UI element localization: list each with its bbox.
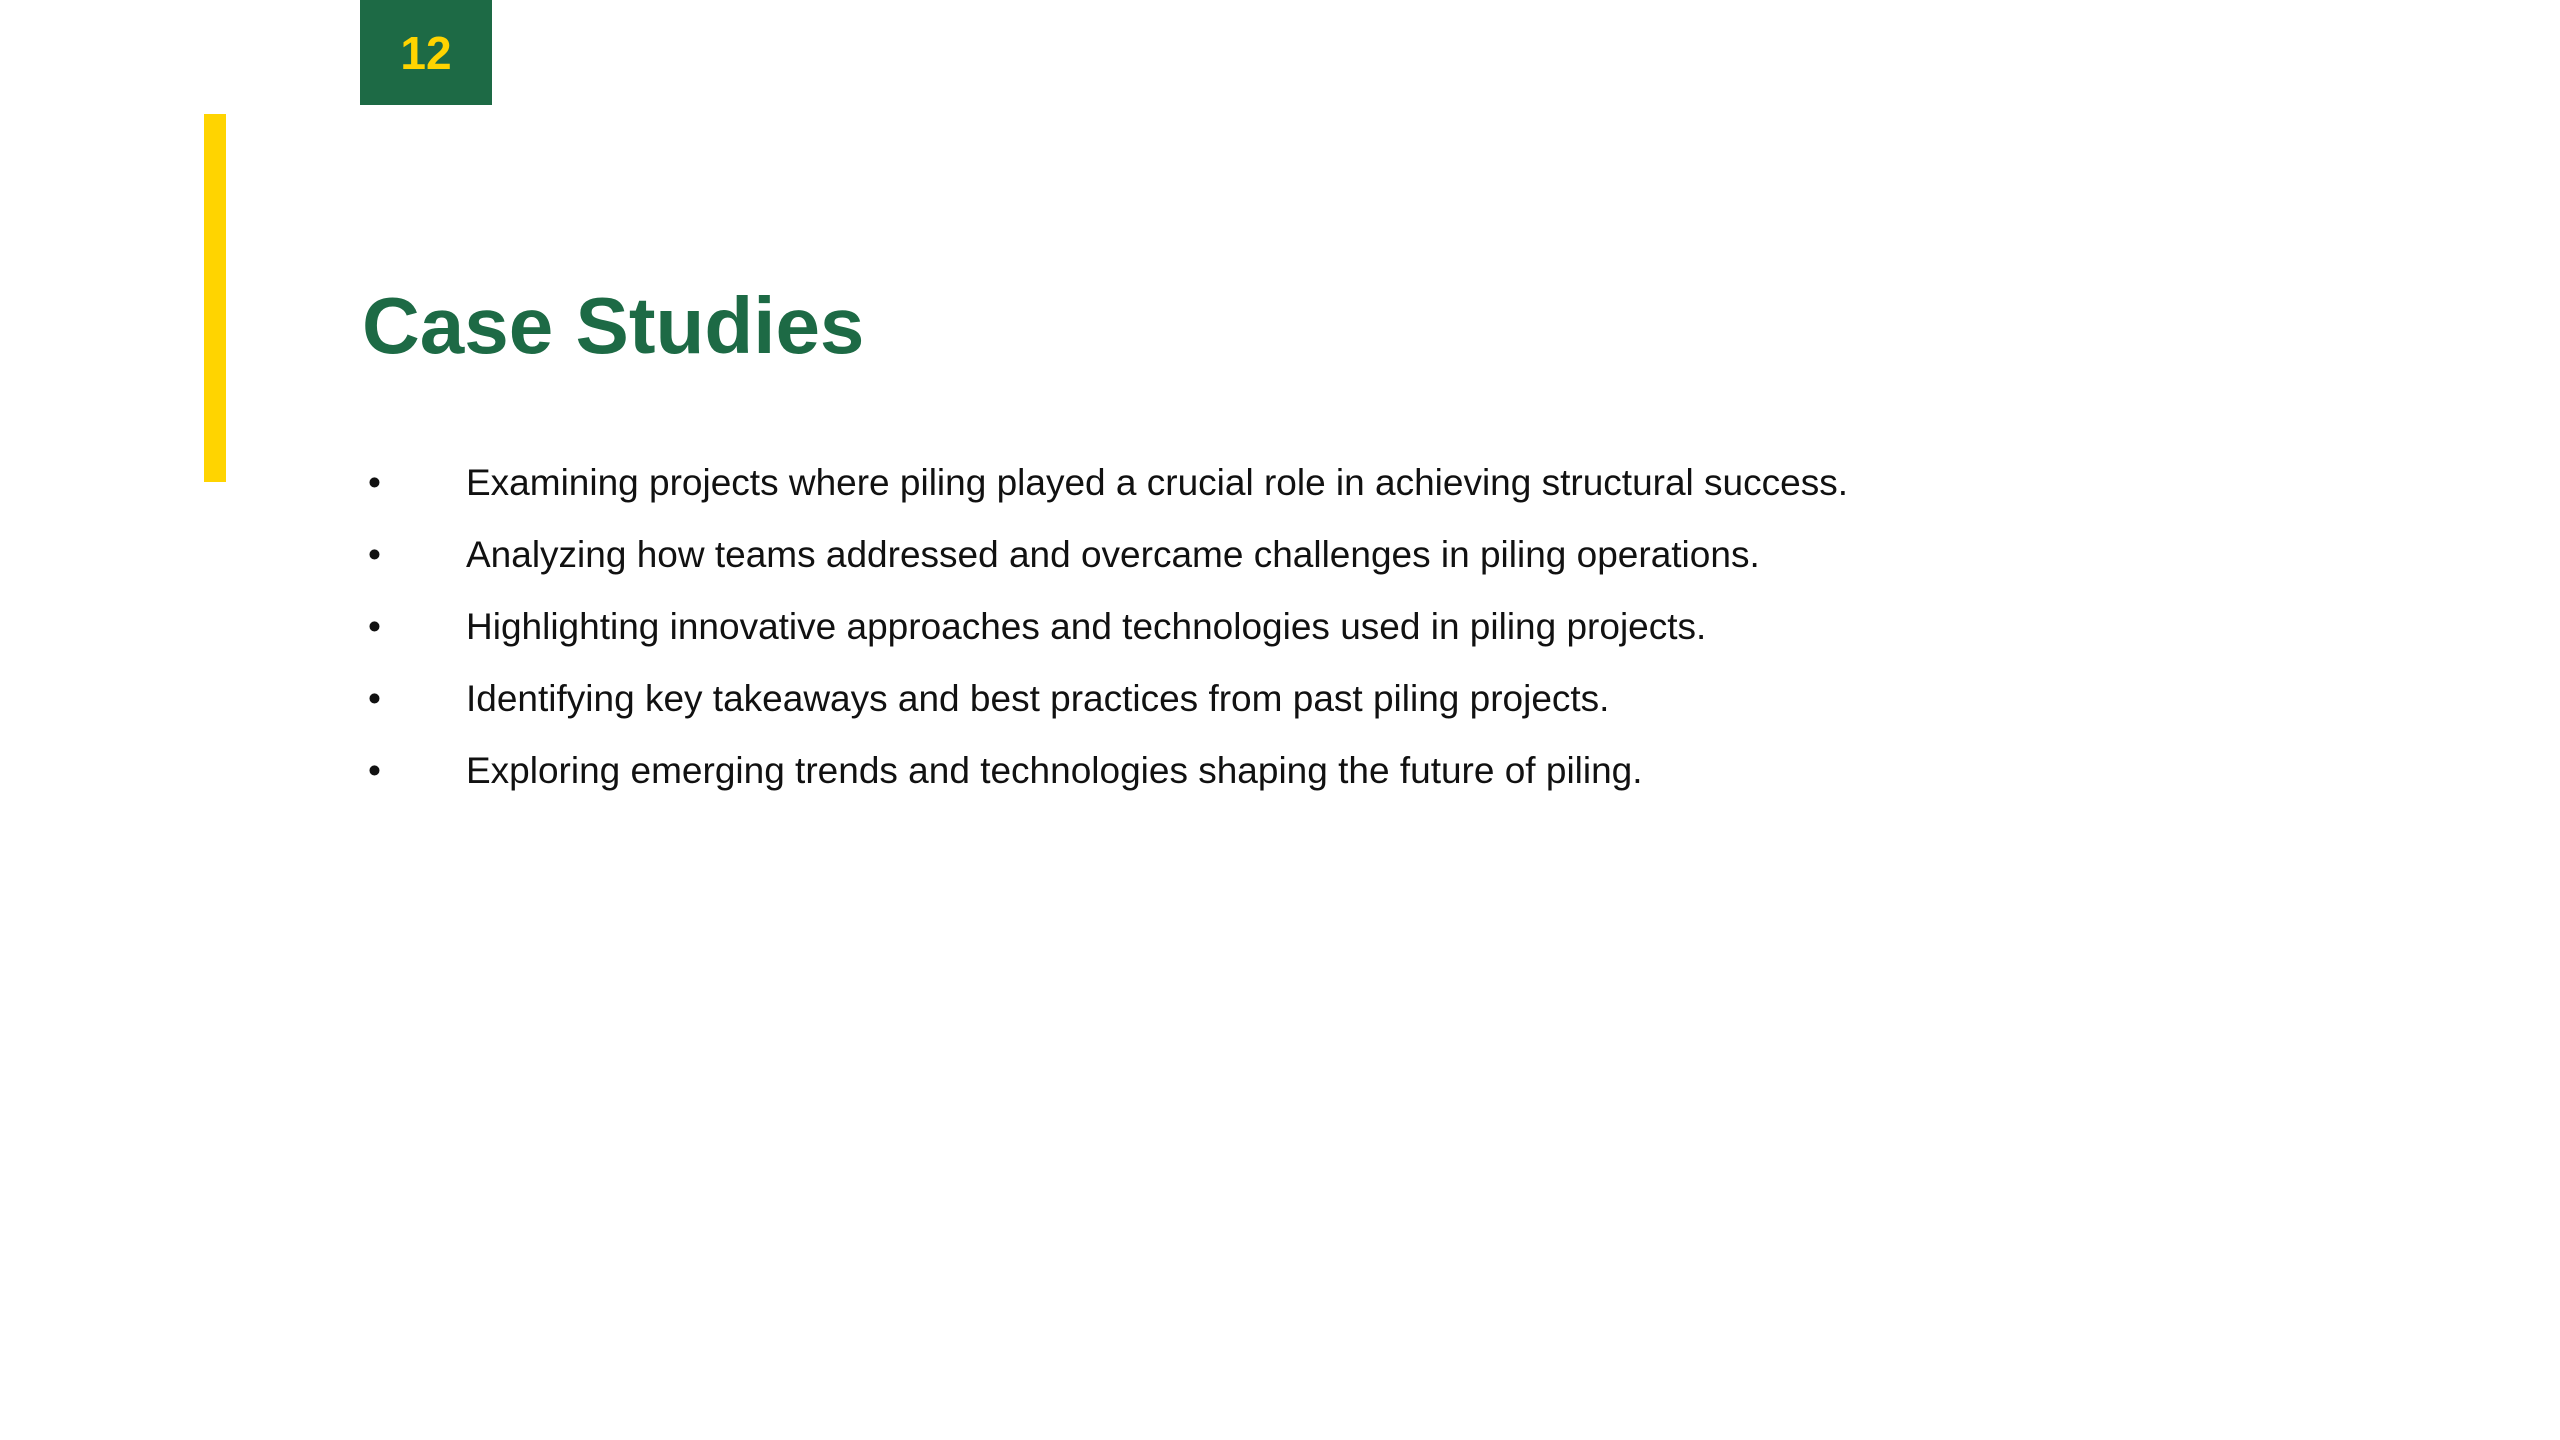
bullet-text: Exploring emerging trends and technologies shaping the future of piling. — [466, 750, 1643, 791]
page-number-badge — [360, 0, 492, 105]
bullet-dot-icon: • — [368, 750, 381, 791]
bullet-item — [362, 534, 2262, 606]
bullet-text: Examining projects where piling played a crucial role in achieving structural success. — [466, 462, 1848, 503]
bullet-dot-icon: • — [368, 678, 381, 719]
bullet-text: Highlighting innovative approaches and technologies used in piling projects. — [466, 606, 1707, 647]
bullet-text: Identifying key takeaways and best practices from past piling projects. — [466, 678, 1610, 719]
bullet-dot-icon: • — [368, 534, 381, 575]
bullet-item — [362, 678, 2262, 750]
bullet-text: Analyzing how teams addressed and overcame challenges in piling operations. — [466, 534, 1760, 575]
bullet-dot-icon: • — [368, 606, 381, 647]
page-number: 12 — [400, 26, 452, 79]
bullet-item — [362, 606, 2262, 678]
bullet-list — [362, 462, 2262, 822]
bullet-dot-icon: • — [368, 462, 381, 503]
accent-bar — [204, 114, 226, 482]
slide-title: Case Studies — [362, 281, 865, 370]
bullet-item — [362, 462, 2262, 534]
bullet-item — [362, 750, 2262, 822]
